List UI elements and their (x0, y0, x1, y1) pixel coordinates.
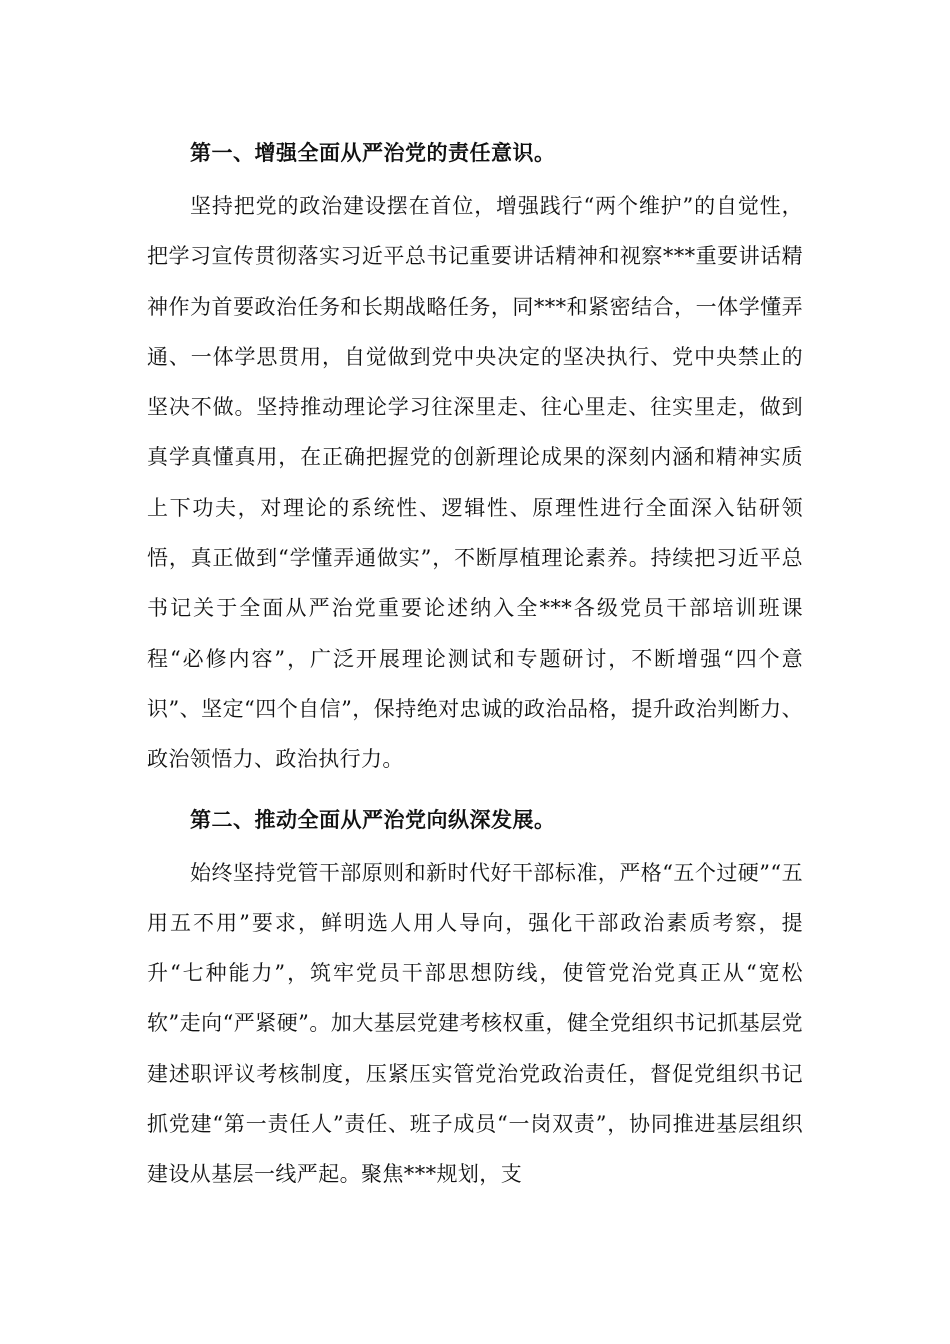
document-body (147, 128, 803, 1210)
section-paragraph: 坚持把党的政治建设摆在首位，增强践行“两个维护”的自觉性，把学习宣传贯彻落实习近平总书记重要讲话精神和视察***重要讲话精神作为首要政治任务和长期战略任务，同***和紧密结合，一体学懂弄通、一体学思贯用，自觉做到党中央决定的坚决执行、党中央禁止的坚决不做。坚持推动理论学习往深里走、往心里走、往实里走，做到真学真懂真用，在正确把握党的创新理论成果的深刻内涵和精神实质上下功夫，对理论的系统性、逻辑性、原理性进行全面深入钻研领悟，真正做到“学懂弄通做实”，不断厚植理论素养。持续把习近平总书记关于全面从严治党重要论述纳入全***各级党员干部培训班课程“必修内容”，广泛开展理论测试和专题研讨，不断增强“四个意识”、坚定“四个自信”，保持绝对忠诚的政治品格，提升政治判断力、政治领悟力、政治执行力。 (147, 194, 803, 772)
section-paragraph: 始终坚持党管干部原则和新时代好干部标准，严格“五个过硬”“五用五不用”要求，鲜明选人用人导向，强化干部政治素质考察，提升“七种能力”，筑牢党员干部思想防线，使管党治党真正从“宽松软”走向“严紧硬”。加大基层党建考核权重，健全党组织书记抓基层党建述职评议考核制度，压紧压实管党治党政治责任，督促党组织书记抓党建“第一责任人”责任、班子成员“一岗双责”，协同推进基层组织建设从基层一线严起。聚焦***规划，支 (147, 860, 803, 1187)
section-heading: 第一、增强全面从严治党的责任意识。 (190, 141, 556, 165)
section-heading: 第二、推动全面从严治党向纵深发展。 (190, 807, 556, 832)
